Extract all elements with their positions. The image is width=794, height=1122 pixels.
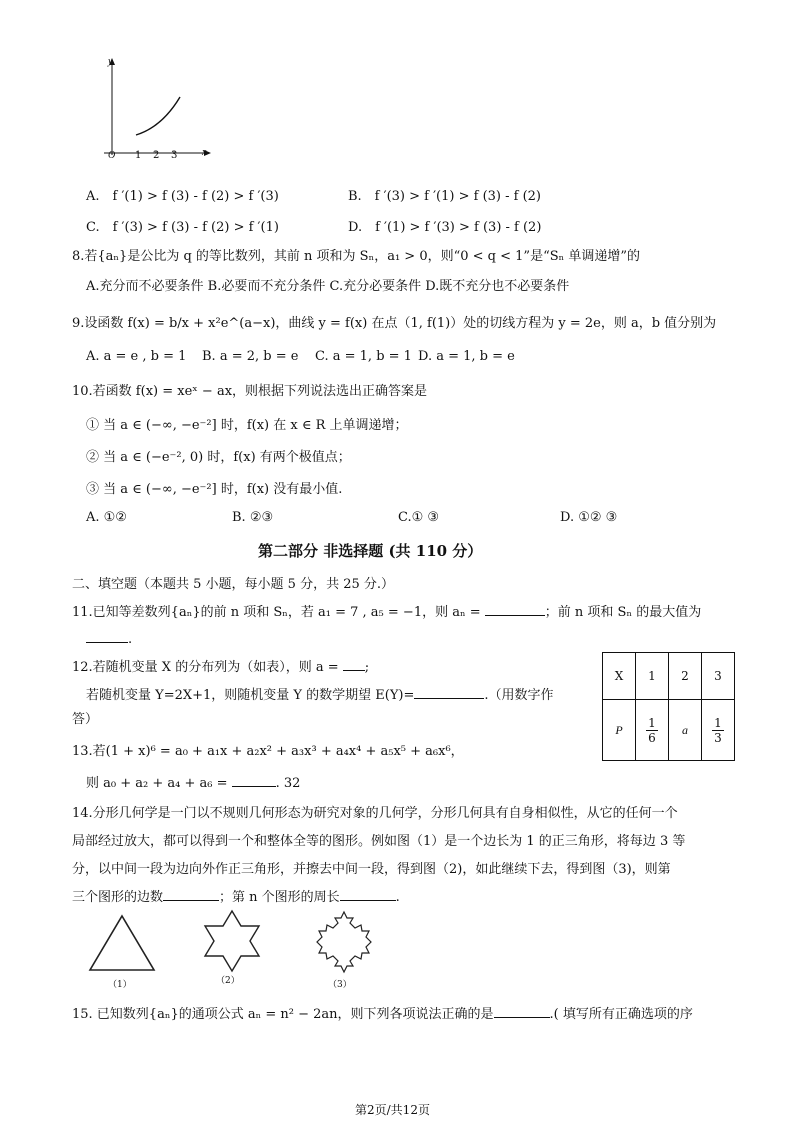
q11-line1 (72, 601, 701, 620)
q8-options: A.充分而不必要条件 B.必要而不充分条件 C.充分必要条件 D.既不充分也不必要条件 (86, 279, 570, 294)
fig-label-1: （1） (108, 980, 132, 990)
q9-option-a: A. a = e , b = 1 (86, 349, 187, 364)
q12-text-d: .（用数字作 (484, 688, 554, 703)
q7-option-a: A. f ′(1) > f (3) - f (2) > f ′(3) (86, 189, 279, 204)
q11-line2 (86, 630, 132, 647)
q12-text-c: 若随机变量 Y=2X+1，则随机变量 Y 的数学期望 E(Y)= (86, 688, 415, 703)
table-cell-1 (636, 700, 669, 761)
q14-line2: 局部经过放大，都可以得到一个和整体全等的图形。例如图（1）是一个边长为 1 的正三角形，将每边 3 等 (72, 834, 686, 849)
distribution-table (602, 652, 735, 761)
page-footer: 第2页/共12页 (355, 1103, 430, 1117)
q9-option-b: B. a = 2, b = e (202, 349, 299, 364)
function-graph (90, 55, 220, 165)
q10-statement-2: ② 当 a ∈ (−e⁻², 0) 时，f(x) 有两个极值点； (86, 450, 351, 465)
fraction-numerator: 1 (648, 715, 656, 730)
q12-text-b: ; (364, 660, 370, 675)
q14-text-a: 三个图形的边数 (72, 890, 164, 905)
q7-option-c: C. f ′(3) > f (3) - f (2) > f ′(1) (86, 220, 279, 235)
fraction-denominator: 6 (648, 730, 656, 745)
graph-x-label: x (202, 147, 207, 158)
q10-option-a: A. ①② (86, 510, 127, 525)
fraction-denominator: 3 (714, 730, 722, 745)
q7-option-b: B. f ′(3) > f ′(1) > f (3) - f (2) (348, 189, 541, 204)
table-header-2: 2 (669, 653, 702, 700)
q11-text-b: ；前 n 项和 Sₙ 的最大值为 (544, 605, 702, 620)
q12-text-a: 12.若随机变量 X 的分布列为（如表），则 a = (72, 660, 343, 675)
section2-heading: 二、填空题（本题共 5 小题，每小题 5 分，共 25 分.） (72, 577, 395, 592)
q10-option-c: C.① ③ (398, 510, 440, 525)
fig-label-2: （2） (216, 976, 240, 986)
q14-line3: 分，以中间一段为边向外作正三角形，并擦去中间一段，得到图（2)，如此继续下去，得到图（3)，则第 (72, 862, 671, 877)
q15-text-a: 15. 已知数列{aₙ}的通项公式 aₙ = n² − 2an，则下列各项说法正确的是 (72, 1007, 494, 1022)
q9-option-d: D. a = 1, b = e (418, 349, 515, 364)
q13-text-a: 则 a₀ + a₂ + a₄ + a₆ = (86, 776, 232, 791)
part2-title: 第二部分 非选择题 (共 110 分） (258, 542, 483, 560)
q11-end: . (128, 632, 133, 647)
table-cell-2: a (669, 700, 702, 761)
table-header-3: 3 (702, 653, 735, 700)
q10-option-d: D. ①② ③ (560, 510, 618, 525)
q11-text-a: 11.已知等差数列{aₙ}的前 n 项和 Sₙ，若 a₁ = 7 , a₅ = −1，则 aₙ = (72, 605, 485, 620)
fractal-figure-3 (306, 908, 382, 976)
graph-y-label: y (108, 56, 113, 67)
q15-line1 (72, 1003, 693, 1022)
q11-blank-max[interactable] (86, 630, 128, 643)
q13-blank[interactable] (232, 774, 276, 787)
q14-line4 (72, 886, 400, 905)
q9-stem: 9.设函数 f(x) = b/x + x²e^(a−x)，曲线 y = f(x) 在点（1, f(1)）处的切线方程为 y = 2e，则 a，b 值分别为 (72, 316, 717, 331)
table-header-1: 1 (636, 653, 669, 700)
q14-text-c: . (395, 890, 400, 905)
q8-stem: 8.若{aₙ}是公比为 q 的等比数列，其前 n 项和为 Sₙ，a₁ > 0，则“0 < q < 1”是“Sₙ 单调递增”的 (72, 249, 641, 264)
q14-blank-perimeter[interactable] (340, 888, 396, 901)
q13-text-b: . 32 (275, 776, 301, 791)
q12-line2 (86, 684, 554, 703)
graph-tick-1: 1 (135, 150, 142, 161)
q11-blank-an[interactable] (485, 603, 545, 616)
q10-stem: 10.若函数 f(x) = xeˣ − ax，则根据下列说法选出正确答案是 (72, 384, 428, 399)
table-header-x: X (603, 653, 636, 700)
q7-option-d: D. f ′(1) > f ′(3) > f (3) - f (2) (348, 220, 542, 235)
graph-tick-2: 2 (153, 150, 160, 161)
table-p-label: P (603, 700, 636, 761)
graph-tick-3: 3 (171, 150, 178, 161)
q10-statement-3: ③ 当 a ∈ (−∞, −e⁻²] 时，f(x) 没有最小值. (86, 482, 343, 497)
table-cell-3 (702, 700, 735, 761)
q12-line3: 答） (72, 712, 99, 727)
fig-label-3: （3） (328, 980, 352, 990)
q9-option-c: C. a = 1, b = 1 (315, 349, 412, 364)
q14-blank-edges[interactable] (163, 888, 219, 901)
fractal-figure-2 (196, 908, 268, 974)
q15-blank[interactable] (494, 1005, 550, 1018)
fractal-figure-1 (86, 912, 158, 974)
fraction-numerator: 1 (714, 715, 722, 730)
q15-text-b: .( 填写所有正确选项的序 (549, 1007, 693, 1022)
graph-origin: O (108, 150, 116, 161)
q14-text-b: ；第 n 个图形的周长 (219, 890, 340, 905)
q14-line1: 14.分形几何学是一门以不规则几何形态为研究对象的几何学，分形几何具有自身相似性，从它的任何一个 (72, 806, 678, 821)
q12-blank-ey[interactable] (414, 686, 484, 699)
q10-option-b: B. ②③ (232, 510, 274, 525)
q12-line1 (72, 656, 369, 675)
q13-line2 (86, 772, 300, 791)
q12-blank-a[interactable] (343, 658, 365, 671)
q10-statement-1: ① 当 a ∈ (−∞, −e⁻²] 时，f(x) 在 x ∈ R 上单调递增； (86, 418, 408, 433)
q13-line1: 13.若(1 + x)⁶ = a₀ + a₁x + a₂x² + a₃x³ + a₄x⁴ + a₅x⁵ + a₆x⁶， (72, 744, 464, 759)
